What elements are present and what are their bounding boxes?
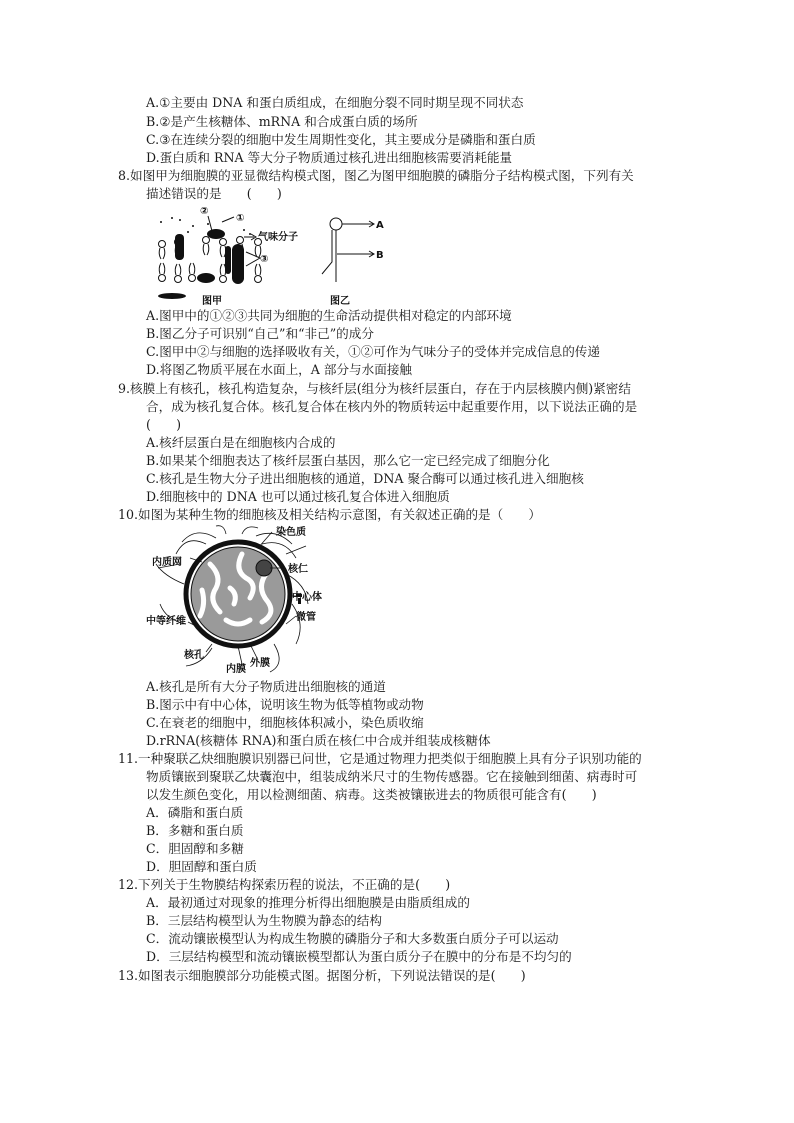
q9-stem: 9.核膜上有核孔，核孔构造复杂，与核纤层(组分为核纤层蛋白，存在于内层核膜内侧)紧密结 [118,381,631,396]
label-3: ③ [260,254,269,265]
q9-option-c: C.核孔是生物大分子进出细胞核的通道，DNA 聚合酶可以通过核孔进入细胞核 [146,471,584,486]
q10-option-b: B.图示中有中心体，说明该生物为低等植物或动物 [146,697,424,712]
label-1: ① [236,213,245,224]
phospholipid-molecule [322,218,374,282]
label-pore: 核孔 [184,650,204,661]
q11-option-c: C．胆固醇和多糖 [146,841,244,856]
q11-option-a: A．磷脂和蛋白质 [146,805,244,820]
q7-option-a: A.①主要由 DNA 和蛋白质组成，在细胞分裂不同时期呈现不同状态 [146,95,524,110]
q9-stem-paren: ( ) [146,417,182,432]
q8-option-c: C.图甲中②与细胞的选择吸收有关，①②可作为气味分子的受体并完成信息的传递 [146,344,600,359]
q7-option-d: D.蛋白质和 RNA 等大分子物质通过核孔进出细胞核需要消耗能量 [146,150,513,165]
label-inner: 内膜 [226,664,246,675]
label-filament: 中等纤维 [146,616,186,627]
q8-stem: 8.如图甲为细胞膜的亚显微结构模式图，图乙为图甲细胞膜的磷脂分子结构模式图，下列有关 [118,168,634,183]
label-microtubule: 微管 [296,612,316,623]
label-2: ② [200,206,209,217]
q11-stem-cont-2: 以发生颜色变化，用以检测细菌、病毒。这类被镶嵌进去的物质很可能含有( ) [146,787,597,802]
q12-option-d: D．三层结构模型和流动镶嵌模型都认为蛋白质分子在膜中的分布是不均匀的 [146,949,572,964]
q8-option-b: B.图乙分子可识别“自己”和“非己”的成分 [146,326,374,341]
q12-stem: 12.下列关于生物膜结构探索历程的说法，不正确的是( ) [118,877,451,892]
label-b: B [376,250,384,261]
q10-option-c: C.在衰老的细胞中，细胞核体积减小，染色质收缩 [146,715,424,730]
label-outer: 外膜 [250,658,270,669]
q10-option-d: D.rRNA(核糖体 RNA)和蛋白质在核仁中合成并组装成核糖体 [146,733,491,748]
q12-option-a: A．最初通过对现象的推理分析得出细胞膜是由脂质组成的 [146,895,470,910]
caption-yi: 图乙 [330,296,350,307]
nucleolus [256,560,272,576]
q13-stem: 13.如图表示细胞膜部分功能模式图。据图分析，下列说法错误的是( ) [118,968,526,983]
q10-option-a: A.核孔是所有大分子物质进出细胞核的通道 [146,679,386,694]
q10-stem: 10.如图为某种生物的细胞核及相关结构示意图，有关叙述正确的是（ ） [118,507,542,522]
q12-option-b: B．三层结构模型认为生物膜为静态的结构 [146,913,382,928]
q11-stem-cont: 物质镶嵌到聚联乙炔囊泡中，组装成纳米尺寸的生物传感器。它在接触到细菌、病毒时可 [146,769,638,784]
q8-option-a: A.图甲中的①②③共同为细胞的生命活动提供相对稳定的内部环境 [146,308,512,323]
q8-option-d: D.将图乙物质平展在水面上，A 部分与水面接触 [146,362,413,377]
q8-stem-cont: 描述错误的是 ( ) [146,186,282,201]
q7-option-b: B.②是产生核糖体、mRNA 和合成蛋白质的场所 [146,114,418,129]
q11-option-d: D．胆固醇和蛋白质 [146,859,257,874]
membrane-proteins [158,229,244,299]
label-a: A [376,220,384,231]
caption-jia: 图甲 [202,296,222,307]
label-gas: 气味分子 [258,232,298,243]
label-er: 内质网 [152,557,182,568]
membrane-figure [148,200,398,308]
label-chromatin: 染色质 [276,527,306,538]
q9-option-d: D.细胞核中的 DNA 也可以通过核孔复合体进入细胞质 [146,489,450,504]
q11-stem: 11.一种聚联乙炔细胞膜识别器已问世，它是通过物理力把类似于细胞膜上具有分子识别功能的 [118,751,642,766]
q9-option-b: B.如果某个细胞表达了核纤层蛋白基因，那么它一定已经完成了细胞分化 [146,453,550,468]
q12-option-c: C．流动镶嵌模型认为构成生物膜的磷脂分子和大多数蛋白质分子可以运动 [146,931,559,946]
nucleus-figure [146,524,336,676]
q11-option-b: B．多糖和蛋白质 [146,823,244,838]
label-centrosome: 中心体 [292,592,322,603]
q9-option-a: A.核纤层蛋白是在细胞核内合成的 [146,435,336,450]
q7-option-c: C.③在连续分裂的细胞中发生周期性变化，其主要成分是磷脂和蛋白质 [146,132,536,147]
q9-stem-cont: 合，成为核孔复合体。核孔复合体在核内外的物质转运中起重要作用，以下说法正确的是 [146,399,638,414]
label-nucleolus: 核仁 [288,564,308,575]
